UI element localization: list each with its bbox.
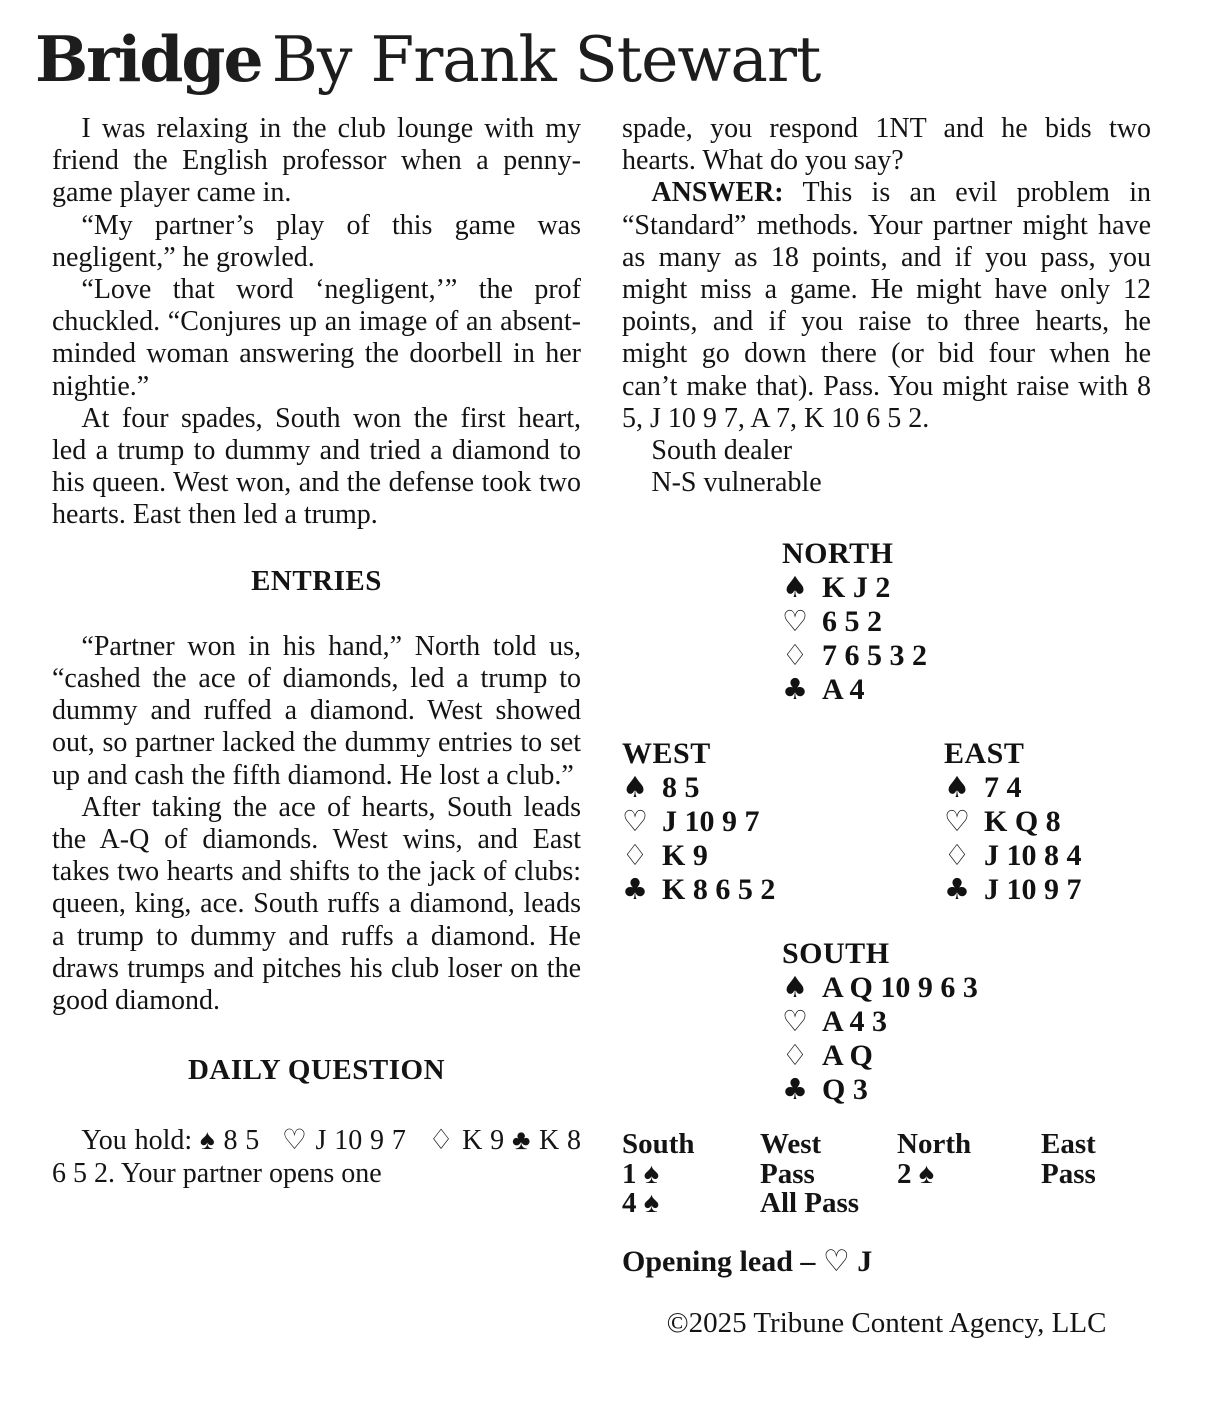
bidding-header-north: North	[897, 1128, 972, 1161]
bid-south-2: 4 ♠	[622, 1187, 660, 1220]
north-diamonds-row	[782, 639, 1151, 673]
south-diamonds: A Q	[822, 1038, 873, 1072]
south-clubs: Q 3	[822, 1072, 868, 1106]
diamond-icon: ♢	[782, 1037, 808, 1072]
answer-label: ANSWER:	[651, 177, 784, 209]
west-diamonds-row	[622, 839, 944, 873]
east-diamonds-row	[944, 839, 1151, 873]
bidding-header-south: South	[622, 1128, 695, 1161]
west-clubs: K 8 6 5 2	[662, 872, 776, 906]
continuation-paragraph: spade, you respond 1NT and he bids two hearts. What do you say?	[622, 113, 1151, 177]
south-spades-row	[782, 971, 1151, 1005]
south-clubs-row	[782, 1073, 1151, 1107]
east-spades-row	[944, 771, 1151, 805]
bid-east-2	[1041, 1189, 1151, 1219]
deal-diagram	[622, 537, 1151, 1106]
north-hearts: 6 5 2	[822, 605, 882, 639]
copyright-notice: ©2025 Tribune Content Agency, LLC	[666, 1307, 1107, 1340]
spade-icon: ♠	[782, 570, 808, 605]
west-spades: 8 5	[662, 771, 700, 805]
west-hand	[622, 737, 944, 906]
heart-icon: ♡	[622, 804, 648, 839]
opening-lead: Opening lead – ♡ J	[622, 1244, 873, 1278]
north-clubs: A 4	[822, 672, 865, 706]
intro-paragraph-4: At four spades, South won the first heart, led a trump to dummy and tried a diamond to his queen. West won, and the defense took two hearts. East then led a trump.	[52, 402, 581, 531]
north-hearts-row	[782, 605, 1151, 639]
right-column	[622, 113, 1151, 1339]
east-clubs-row	[944, 873, 1151, 907]
east-hearts: K Q 8	[984, 805, 1061, 839]
north-spades: K J 2	[822, 571, 891, 605]
spade-icon: ♠	[782, 970, 808, 1005]
heart-icon: ♡	[944, 804, 970, 839]
column-title: Bridge	[35, 22, 262, 96]
west-spades-row	[622, 771, 944, 805]
north-spades-row	[782, 571, 1151, 605]
column-byline: By Frank Stewart	[271, 23, 821, 96]
club-icon: ♣	[944, 871, 970, 906]
bidding-header-west: West	[760, 1128, 822, 1161]
diamond-icon: ♢	[782, 637, 808, 672]
answer-paragraph	[622, 177, 1151, 435]
west-hearts-row	[622, 805, 944, 839]
diamond-icon: ♢	[622, 837, 648, 872]
bid-north-1: 2 ♠	[897, 1157, 935, 1190]
south-hearts: A 4 3	[822, 1005, 888, 1038]
dealer-line: South dealer	[651, 435, 793, 467]
answer-text: This is an evil problem in “Standard” methods. Your partner might have as many as 18 points, and if you pass, you might miss a game. He might have only 12 points, and if you raise to three hearts, he might go down there (or bid four when he can’t make that). Pass. You might raise with 8 5, J 10 9 7, A 7, K 10 6 5 2.	[622, 177, 1151, 434]
south-hand	[782, 937, 1151, 1106]
north-clubs-row	[782, 673, 1151, 707]
entries-heading: ENTRIES	[251, 564, 382, 597]
bid-north-2	[897, 1189, 1041, 1219]
bid-east-1: Pass	[1041, 1157, 1096, 1190]
intro-paragraph-3: “Love that word ‘negligent,’” the prof chuckled. “Conjures up an image of an absent-minded woman answering the doorbell in her nightie.”	[52, 274, 581, 402]
bid-west-1: Pass	[760, 1157, 815, 1190]
north-diamonds: 7 6 5 3 2	[822, 638, 927, 672]
intro-paragraph-1: I was relaxing in the club lounge with my friend the English professor when a penny-game player came in.	[52, 113, 581, 209]
south-diamonds-row	[782, 1039, 1151, 1073]
east-clubs: J 10 9 7	[984, 872, 1082, 906]
east-hearts-row	[944, 805, 1151, 839]
daily-question-heading: DAILY QUESTION	[187, 1054, 446, 1087]
club-icon: ♣	[782, 671, 808, 706]
west-clubs-row	[622, 873, 944, 907]
bidding-table	[622, 1130, 1151, 1219]
heart-icon: ♡	[782, 604, 808, 639]
south-spades: A Q 10 9 6 3	[822, 971, 978, 1005]
club-icon: ♣	[622, 871, 648, 906]
heart-icon: ♡	[782, 1004, 808, 1038]
south-hearts-row	[782, 1005, 1151, 1039]
bid-south-1: 1 ♠	[622, 1157, 660, 1190]
west-diamonds: K 9	[662, 838, 708, 872]
spade-icon: ♠	[944, 770, 970, 805]
east-diamonds: J 10 8 4	[984, 838, 1082, 872]
diamond-icon: ♢	[944, 837, 970, 872]
spade-icon: ♠	[622, 770, 648, 805]
intro-paragraph-2: “My partner’s play of this game was negligent,” he growled.	[52, 209, 581, 273]
north-hand	[782, 537, 1151, 706]
south-label: SOUTH	[782, 937, 890, 971]
left-column	[52, 113, 581, 1190]
west-label: WEST	[622, 737, 711, 771]
bidding-header-east: East	[1041, 1128, 1096, 1161]
club-icon: ♣	[782, 1071, 808, 1106]
east-spades: 7 4	[984, 771, 1022, 805]
west-hearts: J 10 9 7	[662, 805, 760, 839]
east-label: EAST	[944, 737, 1025, 771]
you-hold-paragraph: You hold: ♠ 8 5 ♡ J 10 9 7 ♢ K 9 ♣ K 8 6 5 2. Your partner opens one	[52, 1125, 581, 1189]
bid-west-2: All Pass	[760, 1187, 860, 1220]
entries-paragraph-2: After taking the ace of hearts, South leads the A-Q of diamonds. West wins, and East takes two hearts and shifts to the jack of clubs: queen, king, ace. South ruffs a diamond, leads a trump to dummy and ruffs a diamond. He draws trumps and pitches his club loser on the good diamond.	[52, 791, 581, 1017]
north-label: NORTH	[782, 537, 894, 571]
masthead	[35, 24, 820, 95]
entries-paragraph-1: “Partner won in his hand,” North told us, “cashed the ace of diamonds, led a trump to dummy and ruffed a diamond. West showed out, so partner lacked the dummy entries to set up and cash the fifth diamond. He lost a club.”	[52, 630, 581, 791]
east-hand	[944, 737, 1151, 906]
vulnerable-line: N-S vulnerable	[651, 467, 822, 499]
west-east-row	[622, 737, 1151, 906]
